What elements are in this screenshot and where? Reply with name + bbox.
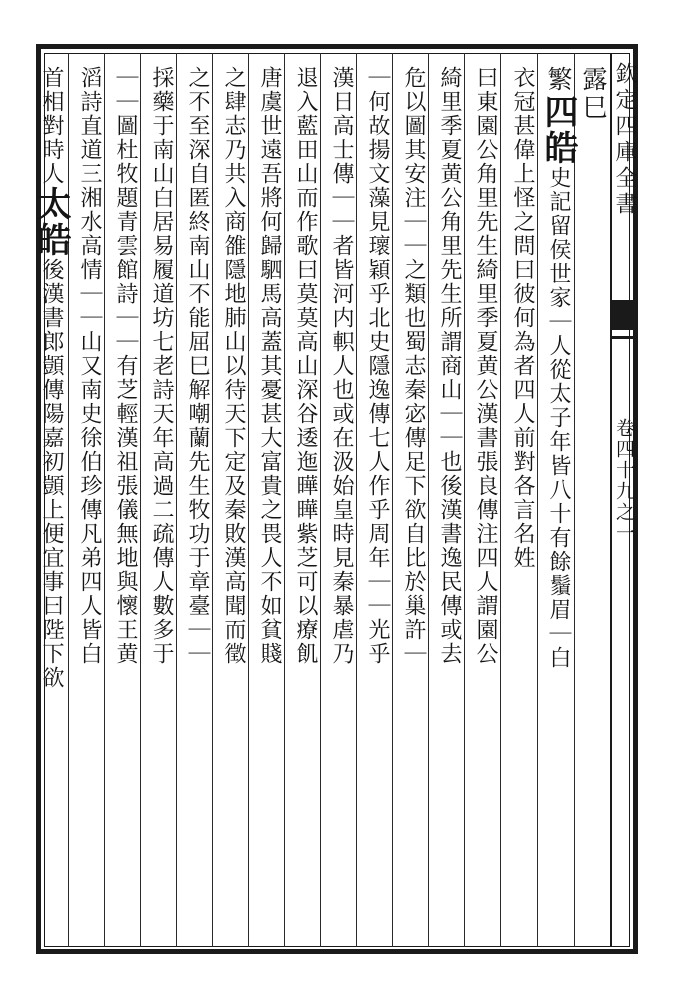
commentary-text: 唐虞世遠吾將何歸駟馬高蓋其憂甚大富貴之畏人不如貧賤 [257, 66, 282, 666]
commentary-text: 衣冠甚偉上怪之問曰彼何為者四人前對各言名姓 [510, 66, 535, 570]
commentary-text: ｜｜圖杜牧題青雲館詩｜｜有芝輕漢祖張儀無地與懷王黄 [113, 66, 138, 666]
commentary-text: 漢日高士傳｜｜者皆河内軹人也或在汲始皇時見秦暴虐乃 [329, 66, 354, 666]
text-column-9 [287, 66, 323, 936]
commentary-text: 後漢書郎顗傳陽嘉初顗上便宜事曰陛下欲 [39, 258, 64, 690]
volume-label: 卷四十九之一 [613, 418, 635, 544]
commentary-text: 採藥于南山白居易履道坊七老詩天年高過二疏傳人數多于 [149, 66, 174, 666]
text-column-3 [504, 66, 540, 936]
commentary-text: 曰東園公角里先生綺里季夏黄公漢書張良傳注四人謂園公 [473, 66, 498, 666]
commentary-text: 之不至深自匿終南山不能屈巳解嘲蘭先生牧功于章臺｜｜ [185, 66, 210, 666]
text-column-1 [575, 66, 611, 936]
text-column-8 [323, 66, 359, 936]
commentary-text: 之肆志乃共入商雒隱地肺山以待天下定及秦敗漢高聞而徵 [221, 66, 246, 666]
fish-tail-rule [611, 336, 637, 339]
text-column-15 [71, 66, 107, 936]
text-column-7 [359, 66, 395, 936]
column-text: 繁 [544, 66, 573, 94]
commentary-text: 史記留侯世家｜人從太子年皆八十有餘鬚眉｜白 [546, 166, 571, 670]
text-column-12 [179, 66, 215, 936]
commentary-text: 退入藍田山而作歌曰莫莫高山深谷逶迤曄曄紫芝可以療飢 [293, 66, 318, 666]
text-column-16 [31, 66, 71, 936]
entry-heading: 四皓 [538, 94, 578, 166]
text-column-10 [251, 66, 287, 936]
fish-tail-mark [611, 300, 637, 330]
commentary-text: 滔詩直道三湘水高情｜｜山又南史徐伯珍傳凡弟四人皆白 [77, 66, 102, 666]
text-column-2 [540, 66, 576, 936]
collection-title: 欽定四庫全書 [612, 62, 637, 218]
text-column-4 [467, 66, 503, 936]
column-text: 露巳 [579, 66, 608, 122]
text-column-11 [215, 66, 251, 936]
text-column-13 [143, 66, 179, 936]
commentary-text: 危以圖其安注｜｜之類也蜀志秦宓傳足下欲自比於巢許｜ [401, 66, 426, 666]
commentary-text: 首相對時人 [39, 66, 64, 186]
commentary-text: ｜何故揚文藻見瓌穎乎北史隱逸傳七人作乎周年｜｜光乎 [365, 66, 390, 666]
commentary-text: 綺里季夏黄公角里先生所謂商山｜｜也後漢書逸民傳或去 [437, 66, 462, 666]
entry-heading: 太皓 [31, 186, 71, 258]
text-column-5 [431, 66, 467, 936]
text-column-6 [395, 66, 431, 936]
text-column-14 [107, 66, 143, 936]
